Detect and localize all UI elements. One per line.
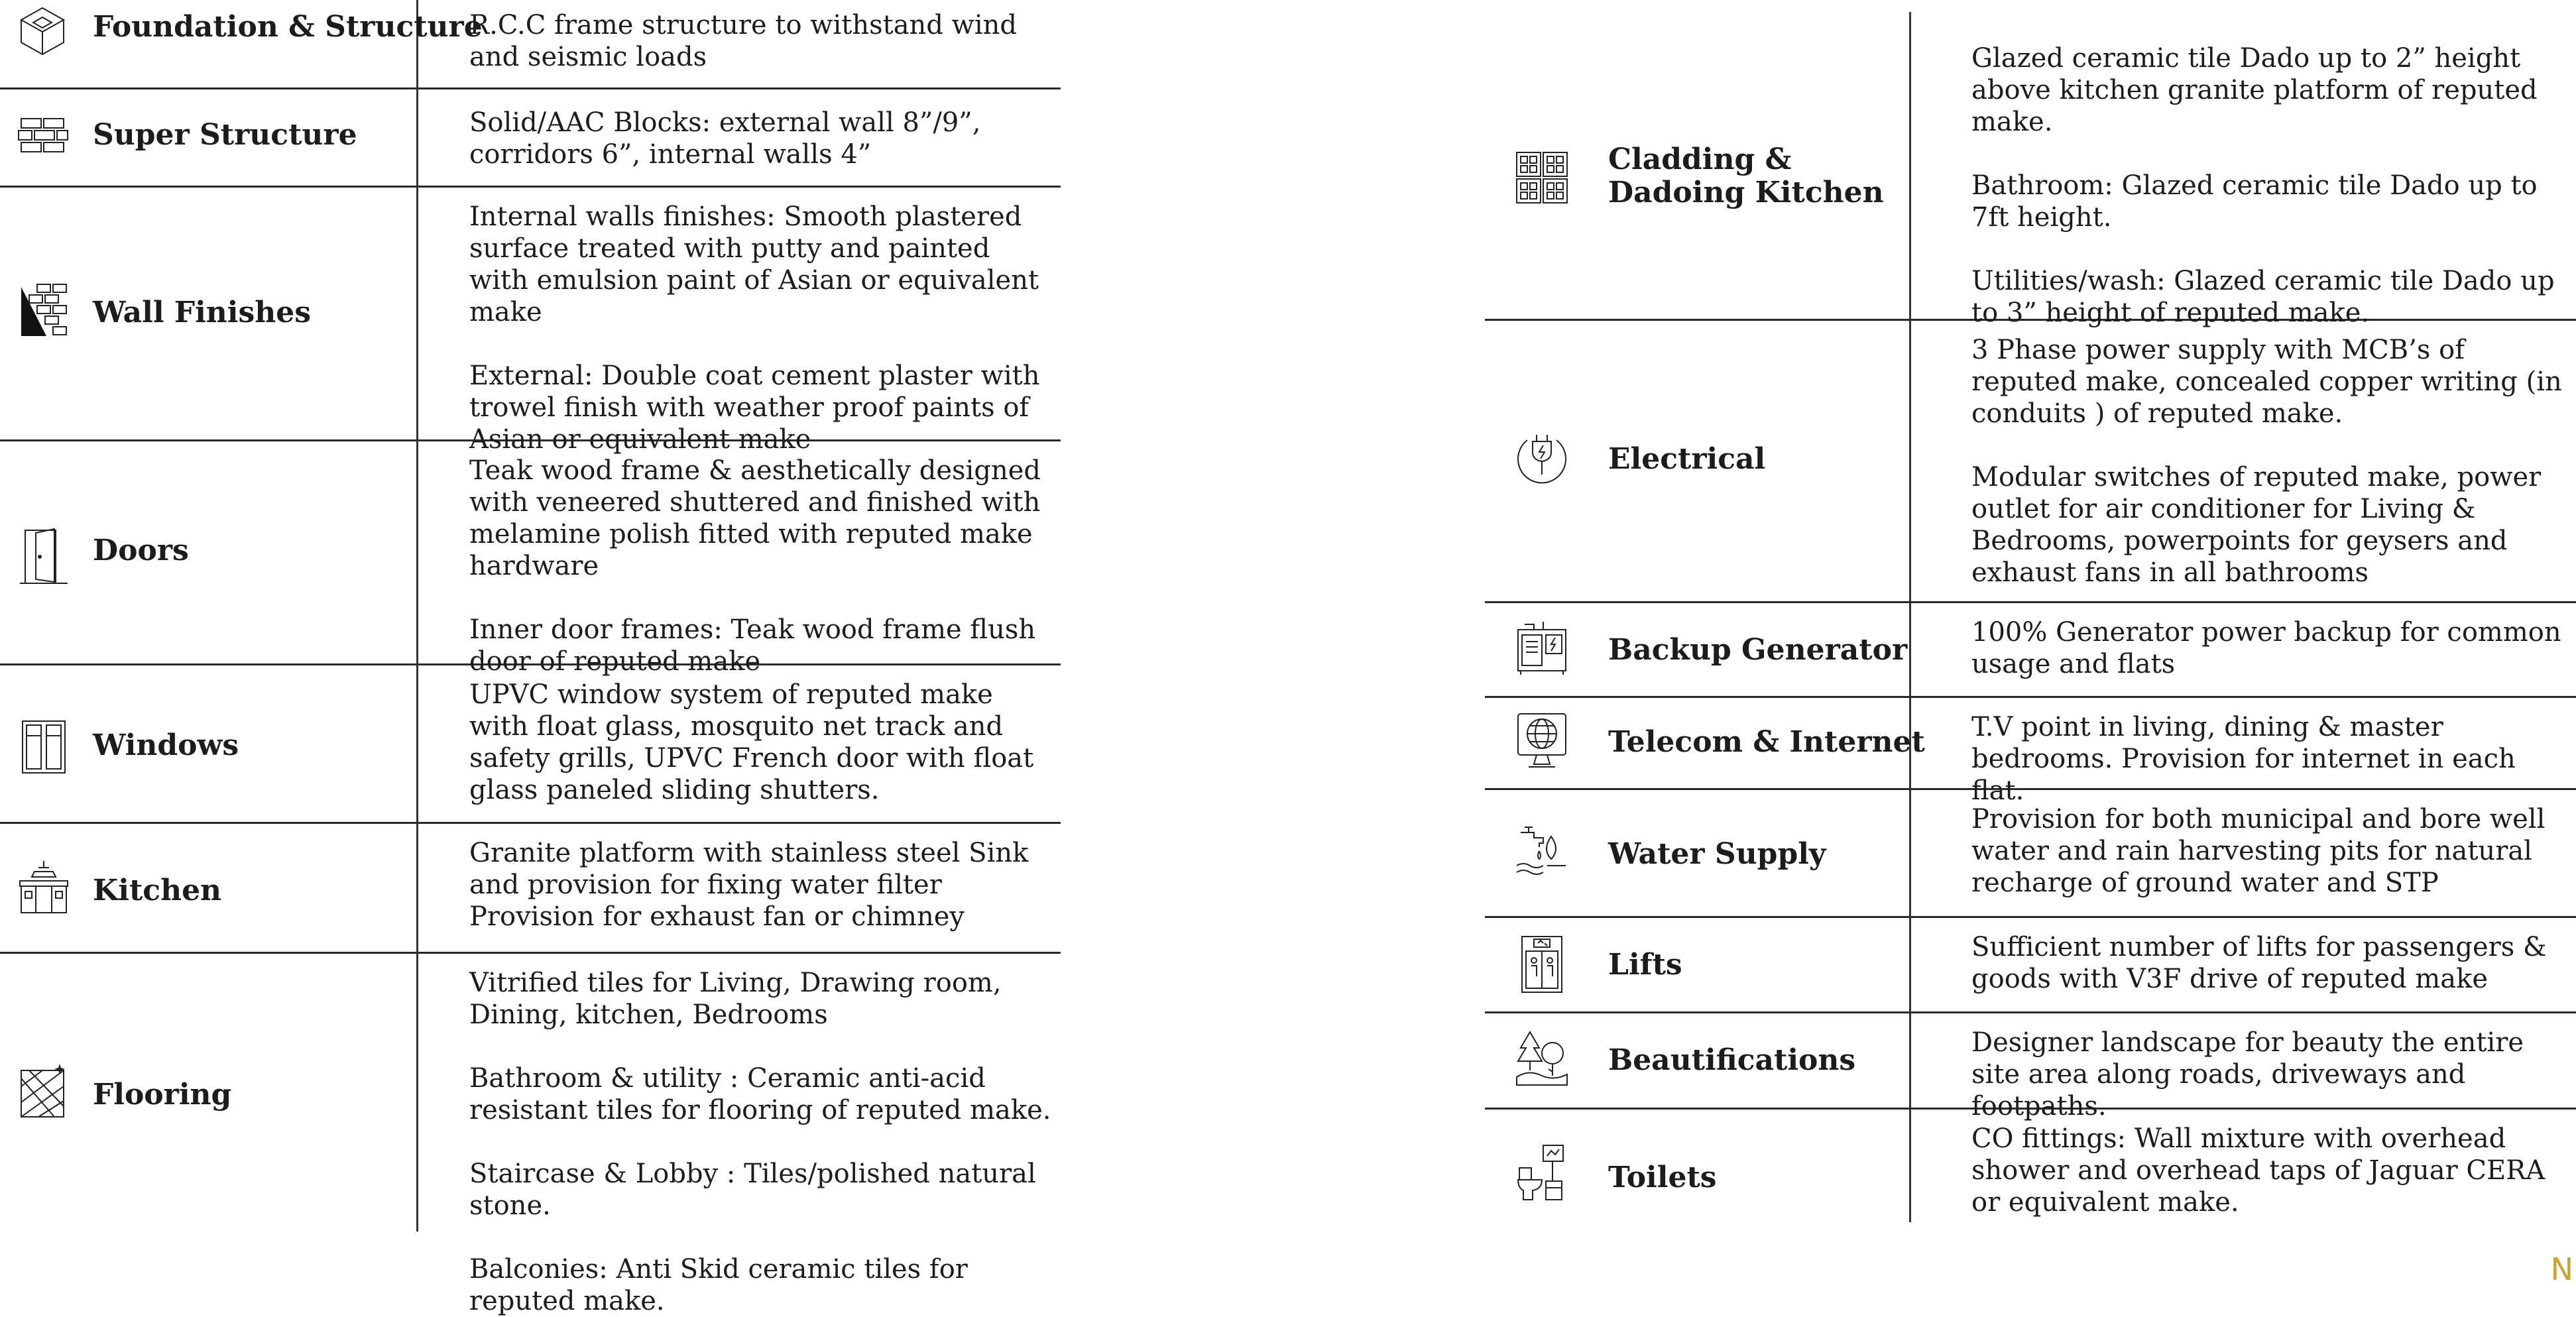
floor-tiles-icon [16,1060,72,1123]
door-icon [16,524,72,587]
spec-description: Sufficient number of lifts for passengers & goods with V3F drive of reputed make [1971,932,2547,994]
spec-description: T.V point in living, dining & master bedrooms. Provision for internet in each flat. [1971,712,2516,806]
brick-wall-icon [16,107,72,170]
spec-description: Solid/AAC Blocks: external wall 8”/9”, corridors 6”, internal walls 4” [469,107,981,170]
spec-name: Electrical [1608,442,1766,476]
spec-name: Windows [93,728,239,762]
spec-row-doors [0,441,1061,677]
spec-description: Internal walls finishes: Smooth plastered surface treated with putty and painted with emulsion paint of Asian or equivalent make External: Double coat cement plaster with trowel finish with weather proof paints of Asian or equivalent make [469,201,1040,455]
toilet-icon [1514,1141,1570,1205]
spec-row-lifts [1485,918,2576,1013]
spec-name: Kitchen [93,874,222,907]
window-icon [16,716,72,779]
spec-description: 3 Phase power supply with MCB’s of reputed make, concealed copper writing (in conduits ) of reputed make. Modular switches of reputed make, power outlet for air conditioner for Living & Bedrooms, powerpoints for geysers and exhaust fans in all bathrooms [1971,335,2562,588]
spec-row-toilets [1485,1110,2576,1229]
foundation-cube-icon [15,3,70,66]
spec-name: Foundation & Structure [93,10,483,44]
spec-row-wall-finishes [0,188,1061,455]
spec-name: Lifts [1608,948,1682,982]
kitchen-counter-icon [16,857,72,921]
spec-row-telecom [1485,698,2576,806]
globe-monitor-icon [1514,710,1570,773]
spec-row-kitchen [0,824,1061,954]
spec-row-electrical [1485,321,2576,603]
spec-name: Water Supply [1608,837,1826,871]
spec-row-generator [1485,603,2576,698]
spec-description: Vitrified tiles for Living, Drawing room, Dining, kitchen, Bedrooms Bathroom & utility : Ceramic anti-acid resistant tiles for flooring of reputed make. Staircase & Lobby : Tiles/polished natural stone. Balconies: Anti Skid ceramic tiles for reputed make. [469,968,1051,1316]
spec-row-water [1485,790,2576,918]
spec-row-windows [0,665,1061,824]
spec-description: Granite platform with stainless steel Sink and provision for fixing water filter Provision for exhaust fan or chimney [469,838,1029,932]
spec-row-beautifications [1485,1013,2576,1121]
generator-icon [1514,615,1570,679]
spec-name: Cladding & Dadoing Kitchen [1608,143,1884,209]
spec-name: Backup Generator [1608,633,1908,667]
electric-plug-icon [1514,426,1570,489]
spec-name: Telecom & Internet [1608,725,1925,759]
spec-description: CO fittings: Wall mixture with overhead shower and overhead taps of Jaguar CERA or equivalent make. [1971,1123,2546,1218]
spec-name: Toilets [1608,1161,1717,1194]
spec-description: Designer landscape for beauty the entire site area along roads, driveways and footpaths. [1971,1027,2524,1121]
spec-description: UPVC window system of reputed make with float glass, mosquito net track and safety grills, UPVC French door with float glass paneled sliding shutters. [469,679,1034,805]
tile-grid-icon [1514,144,1570,208]
spec-description: Provision for both municipal and bore well water and rain harvesting pits for natural recharge of ground water and STP [1971,804,2546,898]
elevator-icon [1514,933,1570,996]
spec-description: 100% Generator power backup for common usage and flats [1971,617,2561,679]
spec-description: R.C.C frame structure to withstand wind and seismic loads [469,10,1018,72]
painted-wall-icon [17,280,73,344]
spec-description: Glazed ceramic tile Dado up to 2” height above kitchen granite platform of reputed make. Bathroom: Glazed ceramic tile Dado up to 7ft height. Utilities/wash: Glazed ceramic tile Dado up to 3” height of reputed make. [1971,43,2555,328]
spec-name: Wall Finishes [93,296,312,329]
spec-name: Beautifications [1608,1043,1856,1077]
spec-name: Doors [93,534,189,567]
spec-row-foundation [0,0,1061,89]
spec-name: Flooring [93,1078,232,1112]
spec-name: Super Structure [93,118,357,152]
spec-row-super-structure [0,89,1061,188]
corner-mark: N [2550,1251,2573,1287]
water-tap-icon [1514,819,1570,883]
spec-row-flooring [0,954,1061,1316]
landscape-tree-icon [1514,1028,1570,1092]
spec-description: Teak wood frame & aesthetically designed with veneered shuttered and finished with melamine polish fitted with reputed make hardware Inner door frames: Teak wood frame flush door of reputed make [469,455,1041,677]
spec-row-cladding [1485,12,2576,328]
